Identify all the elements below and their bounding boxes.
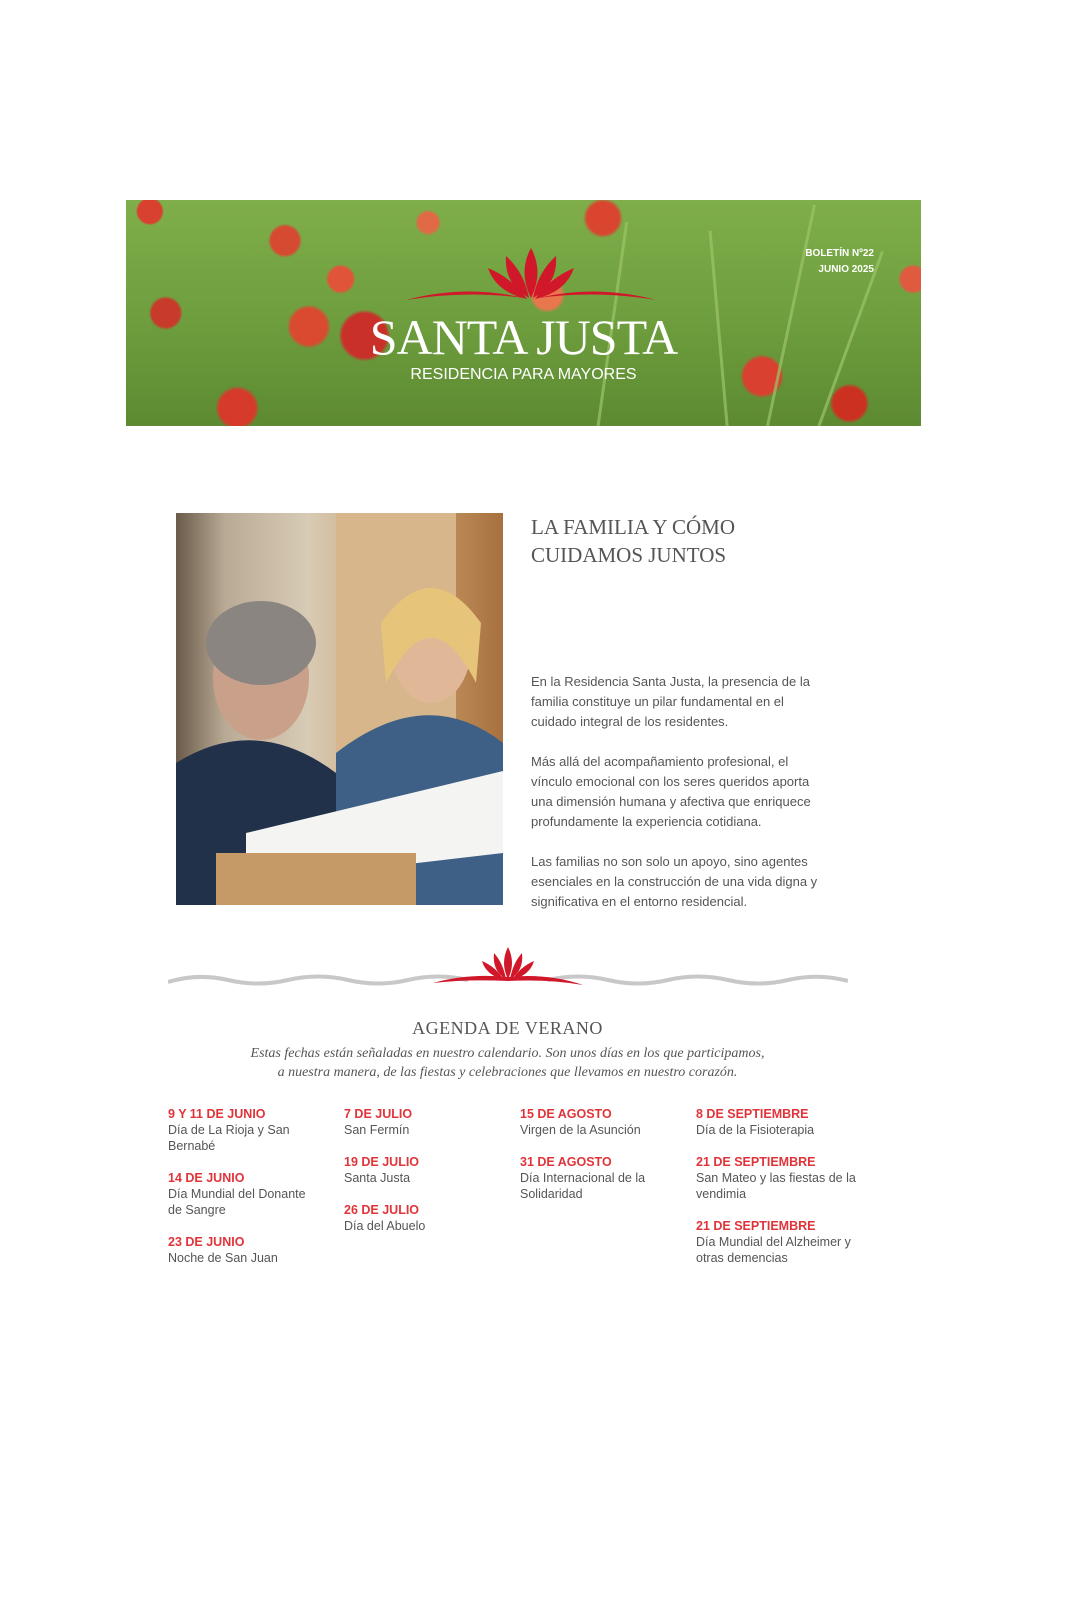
event-date: 9 Y 11 DE JUNIO	[168, 1107, 266, 1121]
agenda-event	[520, 1106, 650, 1138]
agenda-title: AGENDA DE VERANO	[412, 1018, 603, 1038]
brand-subtitle: RESIDENCIA PARA MAYORES	[410, 366, 637, 383]
event-date: 26 DE JULIO	[344, 1203, 420, 1217]
agenda-event	[168, 1234, 318, 1266]
event-date: 23 DE JUNIO	[168, 1235, 245, 1249]
article-title-line: CUIDAMOS JUNTOS	[531, 543, 727, 567]
article-body	[531, 672, 821, 932]
agenda-event	[696, 1154, 856, 1202]
bulletin-date: JUNIO 2025	[818, 264, 874, 275]
agenda-event	[344, 1202, 514, 1234]
event-date: 8 DE SEPTIEMBRE	[696, 1107, 809, 1121]
event-description: Virgen de la Asunción	[520, 1123, 641, 1137]
article-paragraph: En la Residencia Santa Justa, la presencia de la familia constituye un pilar fundamental en el cuidado integral de los residentes.	[531, 674, 810, 729]
event-date: 15 DE AGOSTO	[520, 1107, 612, 1121]
agenda-column-june	[168, 1106, 318, 1282]
event-date: 14 DE JUNIO	[168, 1171, 245, 1185]
bulletin-number: BOLETÍN Nº22	[805, 248, 874, 259]
event-description: Día de la Fisioterapia	[696, 1123, 815, 1137]
brand-name: SANTA JUSTA	[369, 309, 678, 365]
agenda-column-july	[344, 1106, 514, 1250]
event-description: Día de La Rioja y San Bernabé	[168, 1123, 290, 1153]
agenda-event	[168, 1170, 318, 1218]
article-paragraph: Más allá del acompañamiento profesional, el vínculo emocional con los seres queridos aporta una dimensión humana y afectiva que enriquece profundamente la experiencia cotidiana.	[531, 754, 811, 829]
event-description: San Fermín	[344, 1123, 410, 1137]
agenda-intro	[0, 1044, 1015, 1082]
event-description: Día Mundial del Donante de Sangre	[168, 1187, 306, 1217]
event-date: 21 DE SEPTIEMBRE	[696, 1155, 816, 1169]
lotus-logo-icon	[406, 244, 656, 306]
event-description: Día Mundial del Alzheimer y otras demencias	[696, 1235, 851, 1265]
agenda-event	[344, 1154, 514, 1186]
header-banner	[126, 200, 921, 426]
event-description: San Mateo y las fiestas de la vendimia	[696, 1171, 856, 1201]
agenda-event	[696, 1106, 856, 1138]
event-date: 7 DE JULIO	[344, 1107, 413, 1121]
event-date: 31 DE AGOSTO	[520, 1155, 612, 1169]
agenda-event	[696, 1218, 856, 1266]
event-description: Día del Abuelo	[344, 1219, 426, 1233]
agenda-event	[344, 1106, 514, 1138]
event-description: Santa Justa	[344, 1171, 411, 1185]
agenda-column-september	[696, 1106, 856, 1282]
event-description: Noche de San Juan	[168, 1251, 278, 1265]
agenda-event	[520, 1154, 650, 1202]
article-photo	[176, 513, 503, 905]
article-title-line: LA FAMILIA Y CÓMO	[531, 515, 735, 539]
lotus-wave-divider-icon	[168, 945, 848, 990]
event-description: Día Internacional de la Solidaridad	[520, 1171, 646, 1201]
agenda-intro-line: Estas fechas están señaladas en nuestro calendario. Son unos días en los que participamos,	[250, 1046, 765, 1061]
agenda-intro-line: a nuestra manera, de las fiestas y celebraciones que llevamos en nuestro corazón.	[277, 1065, 738, 1080]
bulletin-info	[805, 246, 874, 278]
event-date: 19 DE JULIO	[344, 1155, 420, 1169]
event-date: 21 DE SEPTIEMBRE	[696, 1219, 816, 1233]
agenda-column-august	[520, 1106, 650, 1218]
article-title	[531, 513, 735, 569]
article-paragraph: Las familias no son solo un apoyo, sino agentes esenciales en la construcción de una vida digna y significativa en el entorno residencial.	[531, 854, 818, 909]
agenda-event	[168, 1106, 318, 1154]
